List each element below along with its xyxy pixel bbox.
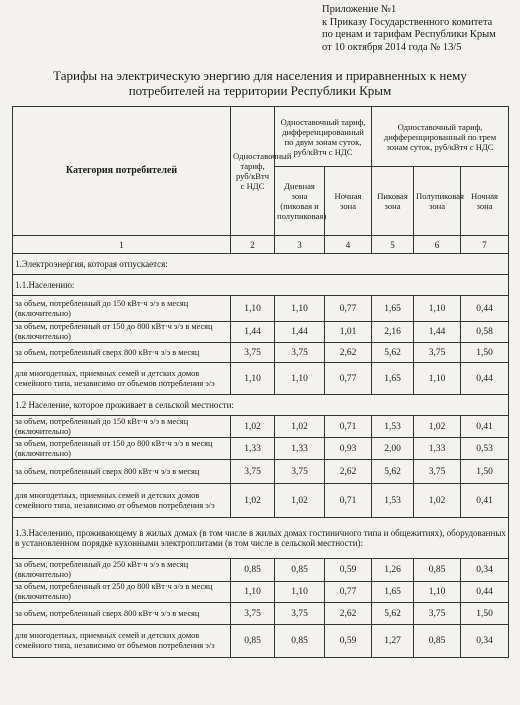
section-title: 1.Электроэнергия, которая отпускается: [13,254,509,275]
tariff-value: 1,02 [231,484,275,518]
tariff-value: 1,10 [231,582,275,603]
header-half-peak-zone: Полупиковая зона [414,167,461,236]
tariff-value: 0,85 [231,625,275,658]
section-title: 1.3.Населению, проживающему в жилых домах (в том числе в жилых домах гостиничного типа и общежитиях), оборудованных в установленном порядке кухонными электроплитами (в том числе в сельской местности): [13,518,509,559]
section-header-row [13,395,509,416]
tariff-value: 1,44 [414,322,461,343]
table-row [13,484,509,518]
tariff-value: 0,34 [461,559,509,582]
row-label: за объем, потребленный от 250 до 800 кВт·ч э/э в месяц (включительно) [13,582,231,603]
row-label: за объем, потребленный до 150 кВт·ч э/э в месяц (включительно) [13,296,231,322]
tariff-value: 0,53 [461,438,509,460]
tariff-value: 3,75 [414,603,461,625]
row-label: за объем, потребленный от 150 до 800 кВт·ч э/э в месяц (включительно) [13,322,231,343]
table-row [13,416,509,438]
tariff-value: 1,50 [461,603,509,625]
tariff-value: 0,77 [325,296,372,322]
tariff-value: 1,02 [275,484,325,518]
table-body [13,236,509,658]
header-two-zone: Одноставочный тариф, дифференцированный по двум зонам суток, руб/кВтч с НДС [275,107,372,167]
header-peak-zone: Пиковая зона [372,167,414,236]
row-label: для многодетных, приемных семей и детских домов семейного типа, независимо от объемов потребления э/э [13,625,231,658]
row-label: за объем, потребленный до 250 кВт·ч э/э в месяц (включительно) [13,559,231,582]
table-row [13,438,509,460]
tariff-value: 1,02 [275,416,325,438]
tariff-value: 0,71 [325,416,372,438]
table-row [13,343,509,363]
row-label: за объем, потребленный сверх 800 кВт·ч э/э в месяц [13,343,231,363]
tariff-value: 0,77 [325,363,372,395]
column-number: 4 [325,236,372,254]
tariff-value: 1,10 [231,296,275,322]
column-number: 1 [13,236,231,254]
section-title: 1.1.Населению: [13,275,509,296]
title-line: Тарифы на электрическую энергию для населения и приравненных к нему [53,68,467,83]
tariff-value: 0,85 [414,625,461,658]
tariff-value: 5,62 [372,603,414,625]
header-single-rate: Одноставочный тариф, руб/кВтч с НДС [231,107,275,236]
column-number: 6 [414,236,461,254]
tariff-value: 5,62 [372,343,414,363]
table-row [13,603,509,625]
row-label: за объем, потребленный до 150 кВт·ч э/э в месяц (включительно) [13,416,231,438]
tariff-value: 3,75 [275,460,325,484]
tariff-value: 3,75 [231,460,275,484]
table-row [13,322,509,343]
appendix-line: от 10 октября 2014 года № 13/5 [322,41,462,53]
tariff-value: 3,75 [231,603,275,625]
table-row [13,559,509,582]
appendix-line: по ценам и тарифам Республики Крым [322,29,496,41]
tariff-value: 1,33 [231,438,275,460]
tariff-value: 1,02 [231,416,275,438]
table-row [13,363,509,395]
tariff-value: 1,53 [372,416,414,438]
appendix-line: Приложение №1 [322,4,397,15]
tariff-value: 3,75 [414,343,461,363]
tariff-value: 1,27 [372,625,414,658]
tariff-value: 1,01 [325,322,372,343]
tariff-value: 3,75 [414,460,461,484]
tariff-value: 3,75 [275,343,325,363]
header-category: Категория потребителей [13,107,231,236]
row-label: для многодетных, приемных семей и детских домов семейного типа, независимо от объемов потребления э/э [13,484,231,518]
tariff-value: 5,62 [372,460,414,484]
table-header [13,107,509,236]
title-line: потребителей на территории Республики Крым [128,83,392,98]
table-row [13,582,509,603]
section-header-row [13,275,509,296]
tariff-value: 2,62 [325,603,372,625]
tariff-value: 1,02 [414,484,461,518]
row-label: за объем, потребленный сверх 800 кВт·ч э/э в месяц [13,460,231,484]
tariff-value: 1,65 [372,363,414,395]
appendix-note [322,4,496,54]
tariff-value: 0,44 [461,296,509,322]
row-label: для многодетных, приемных семей и детских домов семейного типа, независимо от объемов потребления э/э [13,363,231,395]
tariff-value: 0,71 [325,484,372,518]
tariff-value: 1,10 [275,582,325,603]
tariff-value: 1,44 [275,322,325,343]
tariff-value: 0,58 [461,322,509,343]
tariff-value: 1,53 [372,484,414,518]
table-row [13,625,509,658]
tariff-table [12,106,509,658]
header-day-zone: Дневная зона (пиковая и полупиковая) [275,167,325,236]
table-row [13,296,509,322]
column-number: 3 [275,236,325,254]
column-number: 7 [461,236,509,254]
table-row [13,460,509,484]
tariff-value: 0,85 [231,559,275,582]
tariff-value: 0,34 [461,625,509,658]
tariff-value: 2,62 [325,343,372,363]
tariff-value: 0,85 [275,559,325,582]
row-label: за объем, потребленный сверх 800 кВт·ч э/э в месяц [13,603,231,625]
tariff-value: 1,65 [372,296,414,322]
tariff-value: 0,41 [461,484,509,518]
tariff-value: 1,10 [275,296,325,322]
tariff-value: 0,59 [325,625,372,658]
tariff-value: 0,44 [461,363,509,395]
tariff-value: 1,10 [414,582,461,603]
tariff-value: 1,10 [275,363,325,395]
tariff-value: 2,62 [325,460,372,484]
tariff-value: 1,26 [372,559,414,582]
tariff-value: 3,75 [275,603,325,625]
tariff-value: 0,41 [461,416,509,438]
tariff-value: 1,10 [414,296,461,322]
tariff-value: 1,65 [372,582,414,603]
tariff-value: 0,44 [461,582,509,603]
column-number: 2 [231,236,275,254]
header-three-zone: Одноставочный тариф, дифференцированный по трем зонам суток, руб/кВтч с НДС [372,107,509,167]
appendix-line: к Приказу Государственного комитета [322,16,493,28]
column-number: 5 [372,236,414,254]
tariff-value: 0,93 [325,438,372,460]
tariff-value: 0,85 [414,559,461,582]
tariff-value: 1,10 [231,363,275,395]
document-title [0,68,520,98]
tariff-value: 2,00 [372,438,414,460]
tariff-value: 0,85 [275,625,325,658]
tariff-value: 1,33 [275,438,325,460]
column-number-row [13,236,509,254]
tariff-value: 1,33 [414,438,461,460]
tariff-value: 2,16 [372,322,414,343]
tariff-value: 0,77 [325,582,372,603]
section-title: 1.2 Население, которое проживает в сельской местности: [13,395,509,416]
header-night-zone-3: Ночная зона [461,167,509,236]
tariff-value: 1,50 [461,343,509,363]
section-header-row [13,518,509,559]
tariff-value: 1,44 [231,322,275,343]
tariff-value: 0,59 [325,559,372,582]
header-night-zone: Ночная зона [325,167,372,236]
section-header-row [13,254,509,275]
row-label: за объем, потребленный от 150 до 800 кВт·ч э/э в месяц (включительно) [13,438,231,460]
tariff-value: 1,10 [414,363,461,395]
tariff-value: 1,50 [461,460,509,484]
tariff-value: 3,75 [231,343,275,363]
tariff-value: 1,02 [414,416,461,438]
